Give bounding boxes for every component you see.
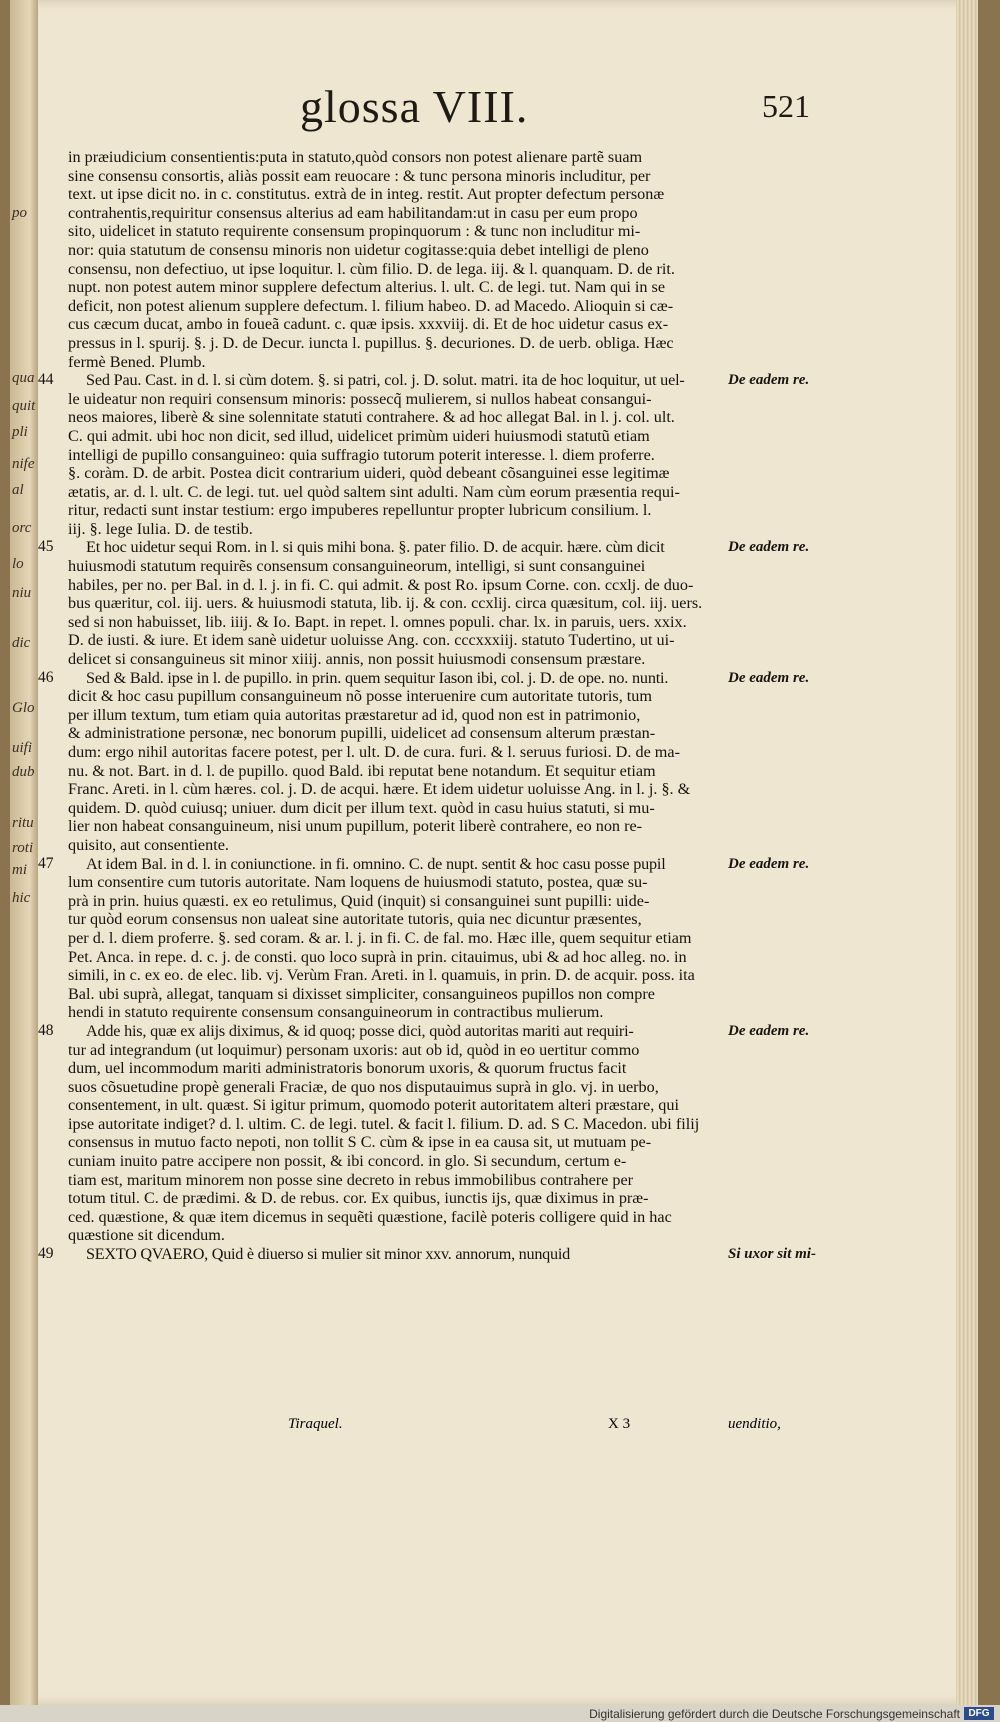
facing-page-fragment: roti (12, 840, 34, 856)
margin-note: De eadem re. (728, 372, 810, 389)
paragraph-number: 49 (38, 1245, 54, 1263)
text-line: per d. l. diem proferre. §. sed coram. & ar. l. j. in fi. C. de fal. mo. Hæc ille, quem sequitur etiam (68, 928, 692, 947)
margin-note: De eadem re. (728, 539, 810, 556)
text-line: At idem Bal. in d. l. in coniunctione. in fi. omnino. C. de nupt. sentit & hoc casu posse pupil (86, 854, 666, 873)
text-line: deficit, non potest alienum supplere defectum. l. filium habeo. D. ad Macedo. Alioquin si cæ- (68, 296, 674, 315)
text-line: suos cõsuetudine propè generali Fraciæ, de quo nos disputauimus suprà in glo. vj. in uerbo, (68, 1077, 659, 1096)
sheet-mark: X 3 (608, 1416, 631, 1432)
text-line: habiles, per no. per Bal. in d. l. j. in fi. C. qui admit. & post Ro. ipsum Corne. con. ccxlj. de duo- (68, 575, 694, 594)
facing-page-fragment: al (12, 482, 24, 498)
facing-page-fragment: dub (12, 764, 35, 780)
text-line: Pet. Anca. in repe. d. c. j. de consti. quo loco suprà in prin. citauimus, ubi & ad hoc alleg. no. in (68, 947, 687, 966)
page-number: 521 (762, 88, 810, 124)
text-line: prà in prin. huius quæsti. ex eo retulimus, Quid (inquit) si consanguinei sunt pupilli: uide- (68, 891, 650, 910)
text-line: quisito, aut consentiente. (68, 835, 229, 854)
credit-bar (0, 1705, 1000, 1722)
text-line: pressus in l. spurij. §. j. D. de Decur. iuncta l. pupillus. §. decuriones. D. de uerb. obliga. Hæc (68, 333, 674, 352)
text-line: nor: quia statutum de consensu minoris non uidetur cogitasse:quia debet intelligi de pleno (68, 240, 649, 259)
text-line: §. coràm. D. de arbit. Postea dicit contrarium uideri, quòd debeant cõsanguinei esse legitimæ (68, 464, 670, 483)
text-line: consentement, in ult. quæst. Si igitur primum, quomodo poterit autoritatem alteri præstare, qui (68, 1096, 679, 1115)
text-line: cus cæcum ducat, ambo in foueã cadunt. c. quæ ipsis. xxxviij. di. Et de hoc uidetur casus ex- (68, 315, 669, 334)
paragraph (38, 1245, 816, 1264)
text-line: cuniam inuito patre accipere non possit, & ibi concord. in glo. Si secundum, certum e- (68, 1152, 627, 1171)
dfg-logo: DFG (964, 1707, 994, 1720)
facing-page-fragment: mi (12, 862, 27, 878)
text-line: ætatis, ar. d. l. ult. C. de legi. tut. uel quòd saltem sint adulti. Nam cùm eorum præsentia requi- (68, 482, 680, 501)
text-line: iij. §. lege Iulia. D. de testib. (68, 519, 253, 538)
text-line: Et hoc uidetur sequi Rom. in l. si quis mihi bona. §. pater filio. D. de acquir. hære. cùm dicit (86, 538, 665, 557)
margin-note: De eadem re. (728, 855, 810, 872)
paragraph (38, 668, 810, 855)
text-line: nu. & not. Bart. in d. l. de pupillo. quod Bald. ibi reputat bene notandum. Et sequitur etiam (68, 761, 656, 780)
text-line: consensus in mutuo facto nepoti, non tollit S C. cùm & ipse in ea causa sit, ut mutuam pe- (68, 1133, 652, 1152)
text-line: in præiudicium consentientis:puta in statuto,quòd consors non potest alienare partẽ suam (68, 148, 643, 166)
paragraph (38, 538, 810, 669)
book-page (10, 0, 978, 1705)
text-line: sito, uidelicet in statuto requirente consensum propinquorum : & tunc non includitur mi- (68, 222, 641, 241)
facing-page-fragment: Glo (12, 700, 35, 716)
facing-page-fragment: quit (12, 398, 36, 414)
facing-page-fragment: hic (12, 890, 31, 906)
text-line: SEXTO QVAERO, Quid è diuerso si mulier sit minor xxv. annorum, nunquid (86, 1245, 570, 1264)
facing-page-fragment: niu (12, 585, 32, 601)
text-line: neos maiores, liberè & sine solennitate statuti contrahere. & ad hoc allegat Bal. in l. j. col. ult. (68, 408, 675, 427)
facing-page-fragment: uifi (12, 740, 33, 756)
text-line: simili, in c. ex eo. de elec. lib. vj. Verùm Fran. Areti. in l. quamuis, in prin. D. de acquir. poss. ita (68, 966, 695, 985)
text-line: le uideatur non requiri consensum minoris: possecq̃ mulierem, si nullos habeat consangui- (68, 389, 652, 408)
facing-page-fragment: lo (12, 556, 24, 572)
text-line: Bal. ubi suprà, allegat, tanquam si dixisset simpliciter, consanguineos pupillos non compre (68, 984, 655, 1003)
text-line: quæstione sit dicendum. (68, 1226, 225, 1245)
running-title: glossa VIII. (300, 81, 529, 132)
page-footer (68, 1416, 788, 1436)
text-line: lum consentire cum tutoris autoritate. Nam loquens de huiusmodi statuto, postea, quæ su- (68, 873, 648, 892)
margin-note: De eadem re. (728, 669, 810, 686)
paragraph-number: 46 (38, 668, 54, 686)
page-edge (956, 0, 978, 1705)
text-line: sed si non habuisset, lib. iiij. & Io. Bapt. in repet. l. omnes populi. char. lx. in paruis, uers. xxix. (68, 612, 687, 631)
text-line: Franc. Areti. in l. cùm hæres. col. j. D. de acqui. hære. Et idem uidetur uoluisse Ang. in l. j. §. & (68, 780, 691, 799)
text-line: Adde his, quæ ex alijs diximus, & id quoq; posse dici, quòd autoritas mariti aut requiri- (86, 1021, 634, 1040)
text-line: tur quòd eorum consensus non ualeat sine autoritate tutoris, quia nec dicuntur præsentes, (68, 910, 642, 929)
text-line: fermè Bened. Plumb. (68, 352, 206, 371)
text-line: quidem. D. quòd cuiusq; uniuer. dum dicit per illum text. quòd in casu huius statuti, si mu- (68, 798, 655, 817)
text-line: ipse autoritate indiget? d. l. ultim. C. de legi. tutel. & facit l. filium. D. ad. S C. Macedon. ubi filij (68, 1114, 700, 1133)
body-text (38, 148, 816, 1264)
facing-page-fragment: dic (12, 635, 31, 651)
credit-text: Digitalisierung gefördert durch die Deutsche Forschungsgemeinschaft (589, 1707, 960, 1721)
text-line: tiam est, maritum minorem non posse sine decreto in rebus immobilibus contrahere per (68, 1170, 634, 1189)
text-line: sine consensu consortis, aliàs possit eam reuocare : & tunc persona minoris includitur, per (68, 166, 651, 185)
text-line: Sed & Bald. ipse in l. de pupillo. in prin. quem sequitur Iason ibi, col. j. D. de ope. no. nunti. (86, 668, 669, 687)
text-line: dicit & hoc casu pupillum consanguineum nõ posse interuenire cum autoritate tutoris, tum (68, 687, 652, 706)
catchword: uenditio, (728, 1416, 781, 1432)
facing-page-fragment: qua (12, 370, 35, 386)
text-line: huiusmodi statutum requirẽs consensum consanguineorum, intelligi, si sunt consanguinei (68, 557, 646, 576)
text-line: tur ad integrandum (ut loquimur) personam uxoris: aut ob id, quòd in eo uertitur commo (68, 1040, 640, 1059)
paragraph-number: 47 (38, 854, 54, 872)
text-line: intelligi de pupillo consanguineo: quia suffragio tutorum poterit interesse. l. diem proferre. (68, 445, 655, 464)
facing-page-fragment: nife (12, 456, 35, 472)
paragraph (38, 854, 810, 1022)
text-line: dum: ergo nihil autoritas facere potest, per l. ult. D. de cura. furi. & l. seruus furiosi. D. de ma- (68, 743, 680, 761)
facing-page-fragment: po (12, 205, 27, 221)
text-line: nupt. non potest autem minor supplere defectum alterius. l. ult. C. de legi. tut. Nam qui in se (68, 278, 666, 297)
text-line: D. de iusti. & iure. Et idem sanè uidetur uoluisse Ang. con. cccxxxiij. statuto Tudertino, ut ui- (68, 631, 675, 650)
margin-note: De eadem re. (728, 1022, 810, 1039)
text-line: ritur, redacti sunt instar testium: ergo impuberes repelluntur propter lubricum consilium. l. (68, 501, 652, 520)
text-line: ced. quæstione, & quæ item dicemus in sequẽti quæstione, facilè poteris colligere quid in hac (68, 1207, 672, 1226)
paragraph-number: 44 (38, 371, 54, 389)
page-header (70, 80, 810, 140)
text-line: totum titul. C. de prædimi. & D. de rebus. cor. Ex quibus, iunctis ijs, quæ diximus in præ- (68, 1189, 649, 1208)
text-line: dum, uel incommodum mariti administratoris bonorum uxoris, & quorum fructus facit (68, 1059, 627, 1078)
facing-page-edge (10, 0, 38, 1705)
facing-page-fragment: ritu (12, 815, 34, 831)
paragraph (38, 371, 810, 538)
signature-mark: Tiraquel. (288, 1416, 343, 1432)
text-line: C. qui admit. ubi hoc non dicit, sed illud, uidelicet primùm uideri huiusmodi statutũ etiam (68, 426, 650, 445)
text-line: consensu, non defectiuo, ut ipse loquitur. l. cùm filio. D. de lega. iij. & l. quanquam. D. de rit. (68, 259, 675, 278)
text-line: & administratione personæ, nec bonorum pupilli, uidelicet ad consensum alterum præstan- (68, 724, 656, 743)
text-line: lier non habeat consanguineum, nisi unum pupillum, poterit liberè contrahere, eo non re- (68, 817, 643, 836)
text-line: bus quæritur, col. iij. uers. & huiusmodi statuta, lib. ij. & con. ccxlij. circa quæsitum, col. iij. uers. (68, 594, 703, 613)
facing-page-fragment: pli (12, 424, 28, 440)
text-line: per illum textum, tum etiam quia autoritas præstaretur ad id, quod non est in patrimonio, (68, 705, 641, 724)
text-line: Sed Pau. Cast. in d. l. si cùm dotem. §. si patri, col. j. D. solut. matri. ita de hoc loquitur, ut uel- (86, 371, 685, 390)
paragraph (38, 1021, 810, 1245)
facing-page-fragment: orc (12, 520, 32, 536)
text-line: delicet si consanguineus sit minor xiiij. annis, non possit huiusmodi consensum præstare. (68, 650, 646, 669)
text-line: contrahentis,requiritur consensus alterius ad eam habilitandam:ut in casu per eum propo (68, 203, 638, 222)
text-line: text. ut ipse dicit no. in c. constitutus. extrà de in integ. restit. Aut propter defectum personæ (68, 185, 665, 204)
paragraph (68, 148, 788, 371)
paragraph-number: 45 (38, 538, 54, 556)
text-line: hendi in statuto requirente consensum consanguineorum in contractibus mulierum. (68, 1003, 604, 1022)
paragraph-number: 48 (38, 1021, 54, 1039)
margin-note: Si uxor sit mi- (728, 1246, 816, 1263)
